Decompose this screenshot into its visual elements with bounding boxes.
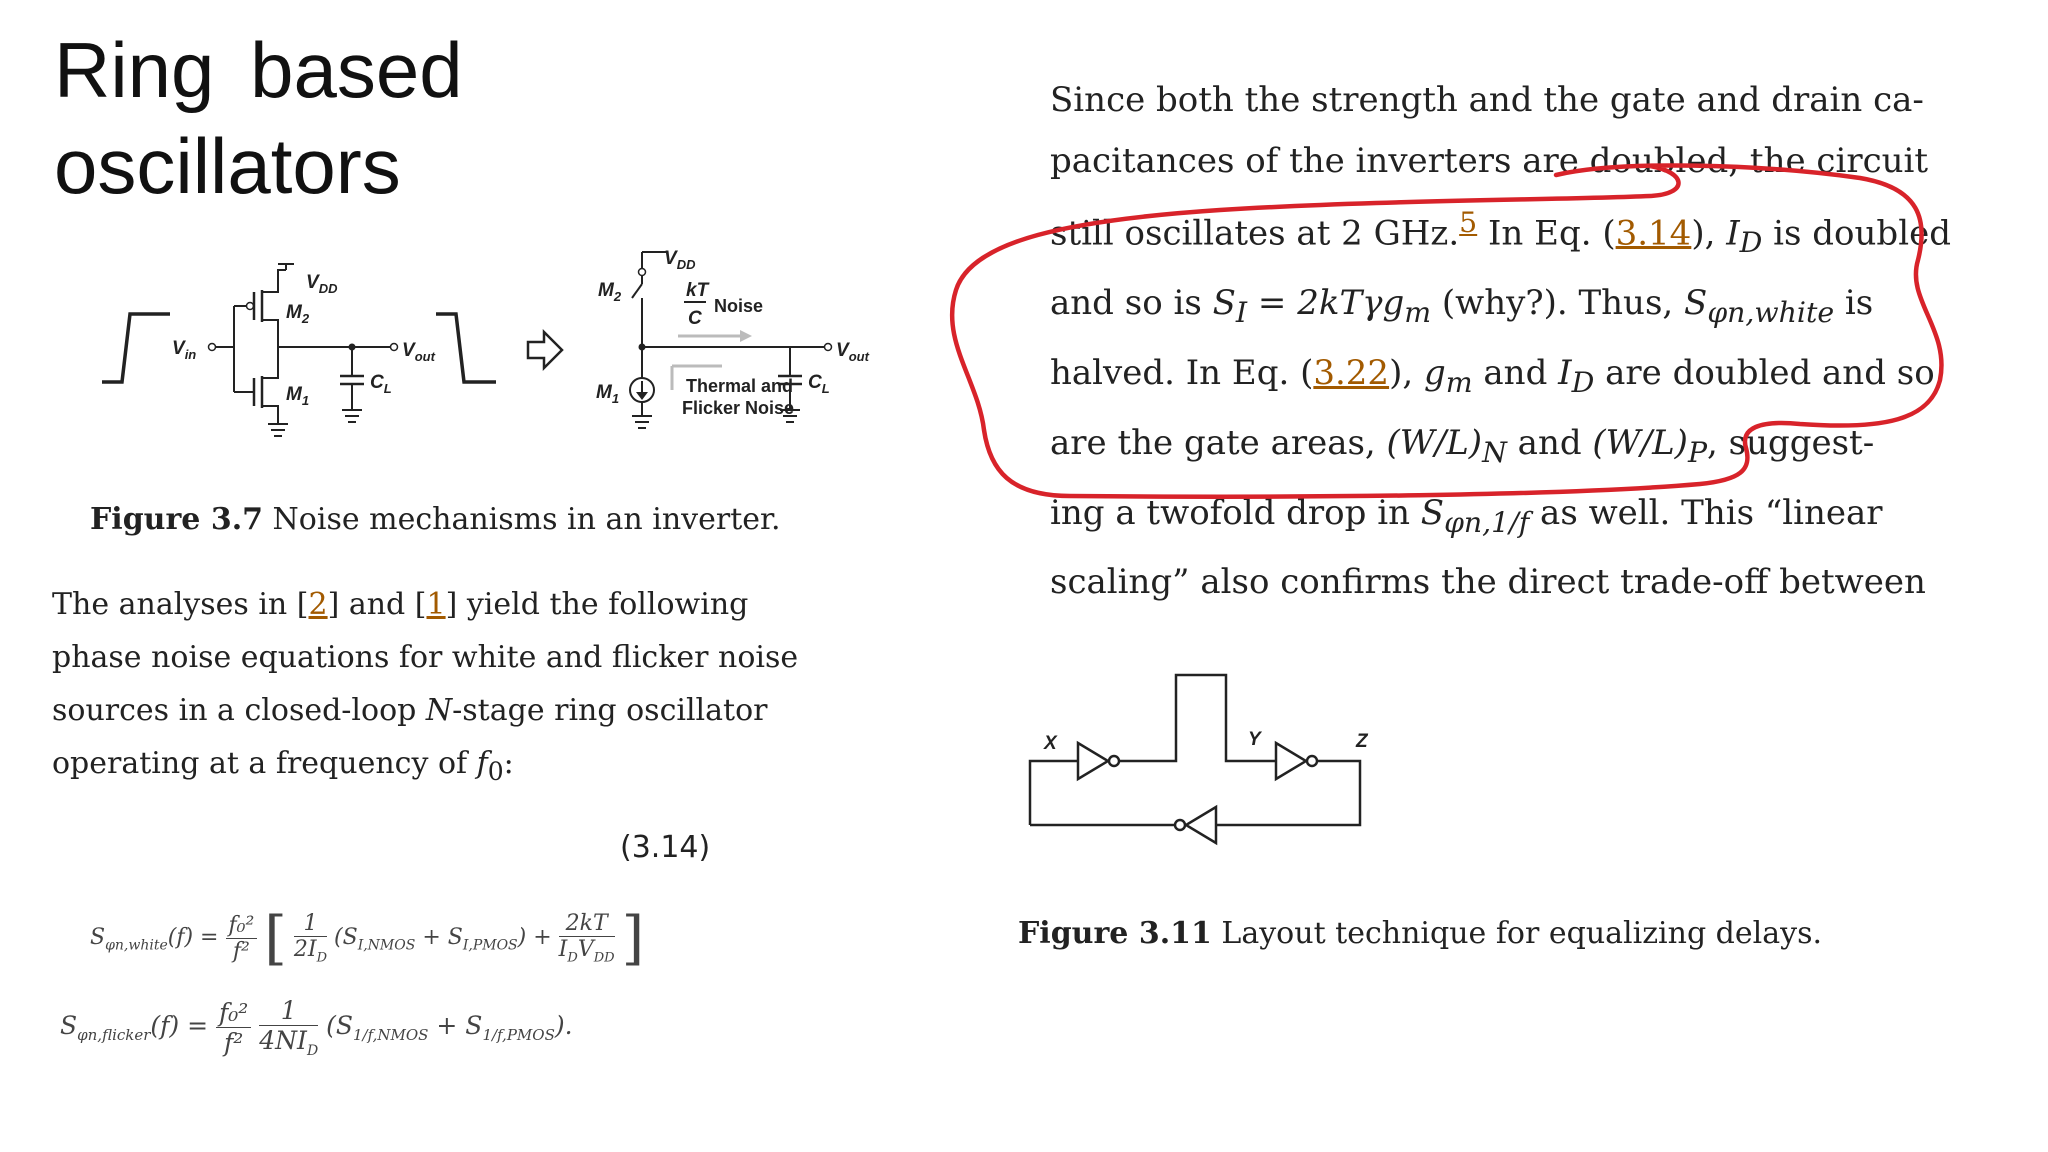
- excerpt-line-3: still oscillates at 2 GHz.$^5$ In Eq. (3.14), $I_D$ is doubled: [1050, 206, 1951, 260]
- node-x-label: X: [1044, 733, 1057, 754]
- vout-label-left: $V_{out}$: [402, 340, 435, 364]
- flicker-noise-equation: $S_{\varphi n,flicker}(f)$ = $\frac{\text{f₀²}}{\text{f²}}$ $\frac{1}{4NI_D}$ $(S_{1/f,NMOS} + S_{1/f,PMOS})$.: [60, 996, 573, 1059]
- excerpt-line-6: are the gate areas, $(W/L)_N$ and $(W/L)_P$, suggest-: [1050, 422, 1875, 469]
- node-y-label: Y: [1248, 729, 1261, 750]
- inverter-1: [1078, 743, 1108, 779]
- figure-3-11-caption: Figure 3.11 Layout technique for equalizing delays.: [1018, 916, 1822, 951]
- equivalence-arrow: [528, 332, 562, 368]
- c-label: C: [688, 308, 702, 329]
- excerpt-line-2: pacitances of the inverters are doubled, the circuit: [1050, 141, 1929, 181]
- white-noise-equation: $S_{\varphi n,white}(f)$ = $\frac{\text{f₀²}}{\text{f²}}$ [ $\frac{1}{2I_D}$ $(S_{I,NMOS} + S_{I,PMOS})$ + $\frac{2kT}{I_DV_{DD}}$ ]: [90, 904, 645, 972]
- cl-label-right: $C_L$: [808, 372, 830, 396]
- output-step-waveform: [436, 314, 496, 382]
- book-excerpt: [1050, 70, 1951, 613]
- m2-label-right: $M_2$: [598, 280, 622, 304]
- excerpt-line-4: and so is $S_I = 2kT\gamma g_m$ (why?). Thus, $S_{\varphi n,white}$ is: [1050, 283, 1874, 329]
- inverter-2: [1276, 743, 1306, 779]
- thermal-noise-label-2: Flicker Noise: [682, 398, 795, 418]
- analysis-paragraph: The analyses in [2] and [1] yield the following phase noise equations for white and flicker noise sources in a closed-loop N-stage ring oscillator operating at a frequency of $f_0$:: [52, 587, 799, 786]
- equation-link-3-22[interactable]: 3.22: [1313, 352, 1390, 393]
- m2-label-left: $M_2$: [286, 302, 310, 326]
- excerpt-line-7: ing a twofold drop in $S_{\varphi n,1/f}$ as well. This “linear: [1050, 492, 1883, 539]
- vin-label: $V_{in}$: [172, 338, 197, 362]
- kt-label: kT: [686, 280, 709, 301]
- excerpt-line-5: halved. In Eq. (3.22), $g_m$ and $I_D$ are doubled and so: [1050, 352, 1935, 399]
- input-step-waveform: [102, 314, 170, 382]
- reference-link-1[interactable]: 1: [426, 587, 446, 622]
- node-z-label: Z: [1356, 731, 1368, 752]
- figure-3-7-caption: Figure 3.7 Noise mechanisms in an inverter.: [90, 502, 781, 537]
- slide-title: [54, 22, 463, 214]
- slide-title-line-1: Ring based: [54, 26, 463, 114]
- ring-oscillator-figure: [1020, 665, 1400, 875]
- m1-label-left: $M_1$: [286, 384, 310, 408]
- inverter-3: [1186, 807, 1216, 843]
- excerpt-line-1: Since both the strength and the gate and drain ca-: [1050, 80, 1924, 120]
- equation-number: (3.14): [620, 830, 711, 865]
- thermal-noise-label-1: Thermal and: [686, 376, 794, 396]
- inverter-noise-figure: [100, 240, 920, 450]
- excerpt-line-8: scaling” also confirms the direct trade-off between: [1050, 562, 1926, 603]
- m1-label-right: $M_1$: [596, 382, 620, 406]
- vdd-label-right: $V_{DD}$: [664, 248, 696, 272]
- cl-label-left: $C_L$: [370, 372, 392, 396]
- slide-title-line-2: oscillators: [54, 122, 401, 210]
- vout-label-right: $V_{out}$: [836, 340, 869, 364]
- noise-label: Noise: [714, 296, 764, 316]
- reference-link-2[interactable]: 2: [308, 587, 328, 622]
- equation-link-3-14[interactable]: 3.14: [1615, 213, 1692, 254]
- vdd-label-left: $V_{DD}$: [306, 272, 338, 296]
- footnote-link-5[interactable]: 5: [1459, 206, 1478, 239]
